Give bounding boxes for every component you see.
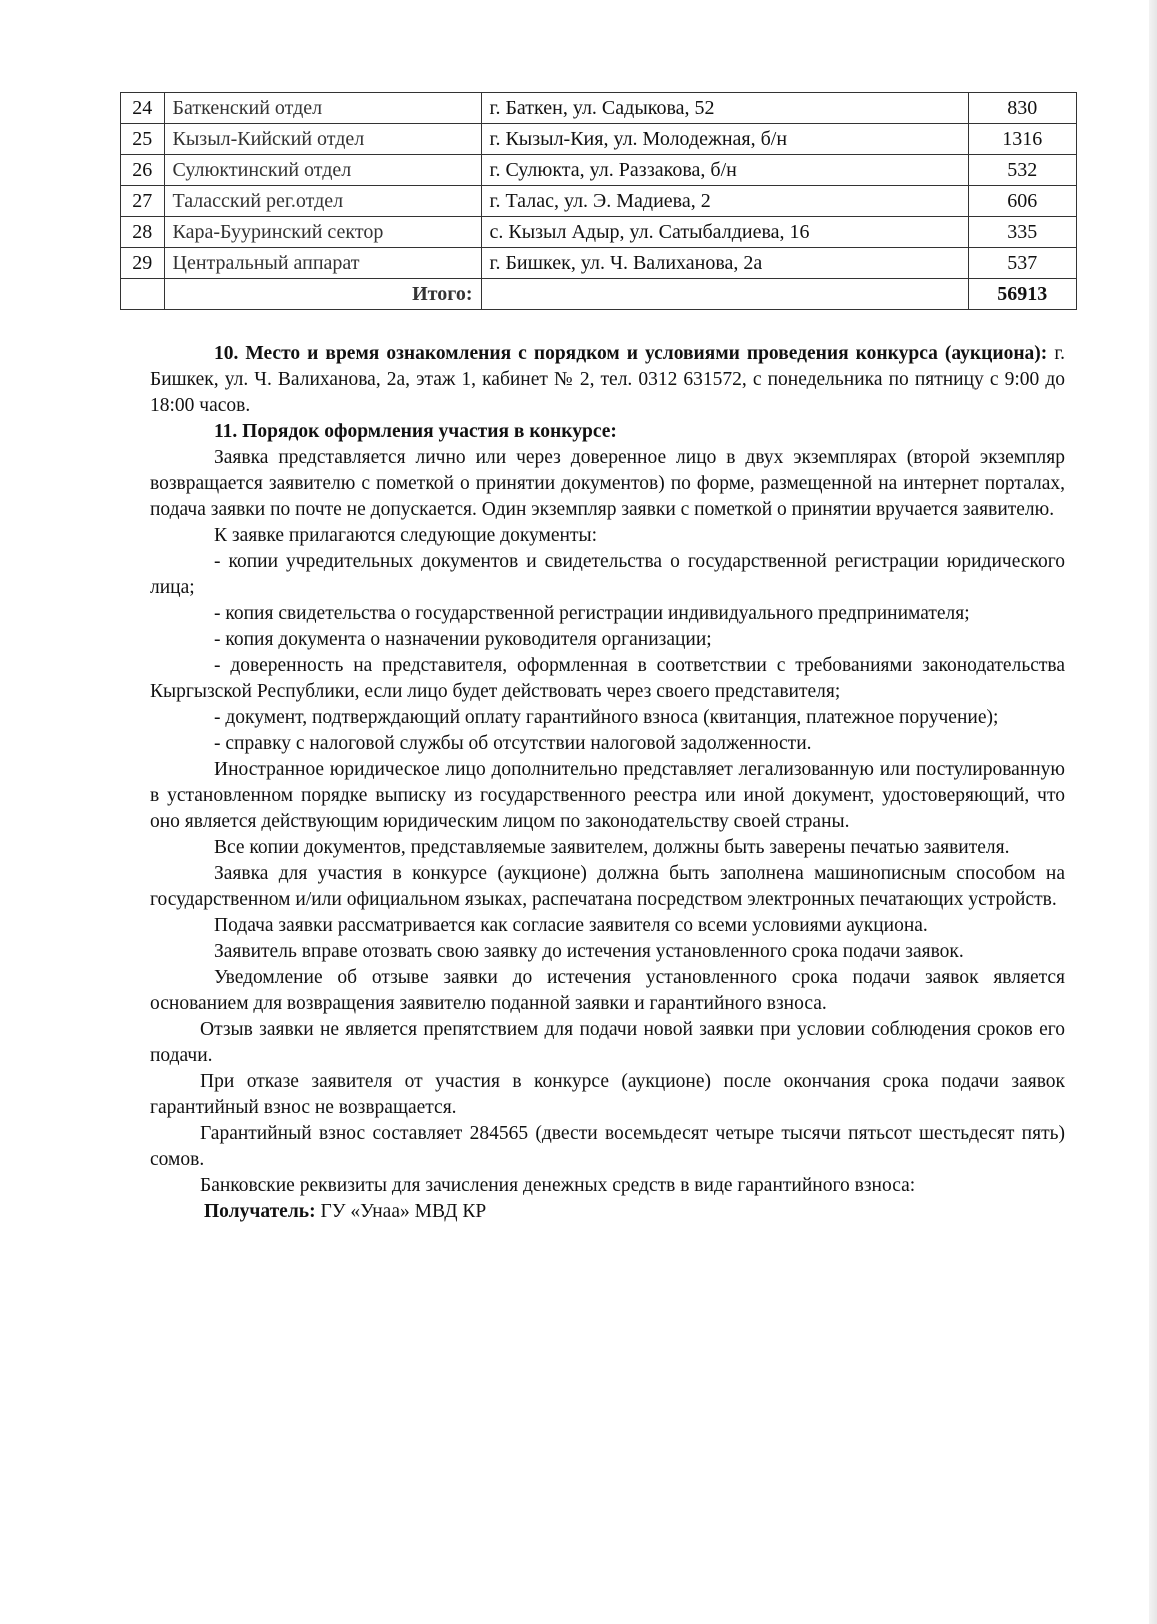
list-item: - документ, подтверждающий оплату гарантийного взноса (квитанция, платежное поручение); <box>214 707 999 728</box>
table-total-row <box>121 279 1077 310</box>
section-11-heading-paragraph <box>150 419 1065 445</box>
total-label: Итого: <box>164 279 481 310</box>
recipient-label: Получатель: <box>204 1201 316 1222</box>
unit-name: Кара-Бууринский сектор <box>164 217 481 248</box>
unit-name: Центральный аппарат <box>164 248 481 279</box>
row-number: 25 <box>121 124 165 155</box>
paragraph: К заявке прилагаются следующие документы: <box>214 525 598 546</box>
empty-cell <box>481 279 968 310</box>
list-item: - копия свидетельства о государственной регистрации индивидуального предпринимателя; <box>214 603 970 624</box>
list-item: - копии учредительных документов и свидетельства о государственной регистрации юридического лица; <box>150 551 1065 598</box>
unit-quantity: 1316 <box>968 124 1076 155</box>
unit-quantity: 830 <box>968 93 1076 124</box>
units-table <box>120 92 1077 310</box>
unit-name: Кызыл-Кийский отдел <box>164 124 481 155</box>
row-number: 26 <box>121 155 165 186</box>
row-number: 24 <box>121 93 165 124</box>
unit-address: г. Бишкек, ул. Ч. Валиханова, 2а <box>481 248 968 279</box>
paragraph: Подача заявки рассматривается как согласие заявителя со всеми условиями аукциона. <box>214 915 928 936</box>
section-11-heading: 11. Порядок оформления участия в конкурсе: <box>214 421 617 442</box>
recipient-line <box>150 1199 1065 1225</box>
list-item: - доверенность на представителя, оформленная в соответствии с требованиями законодательства Кыргызской Республики, если лицо будет действовать через своего представителя; <box>150 655 1065 702</box>
unit-name: Баткенский отдел <box>164 93 481 124</box>
table-row <box>121 248 1077 279</box>
unit-name: Сулюктинский отдел <box>164 155 481 186</box>
row-number: 29 <box>121 248 165 279</box>
empty-cell <box>121 279 165 310</box>
table-row <box>121 155 1077 186</box>
unit-quantity: 335 <box>968 217 1076 248</box>
paragraph: Заявка для участия в конкурсе (аукционе) должна быть заполнена машинописным способом на государственном и/или официальном языках, распечатана посредством электронных печатающих устройств. <box>150 863 1065 910</box>
unit-address: г. Талас, ул. Э. Мадиева, 2 <box>481 186 968 217</box>
table-row <box>121 217 1077 248</box>
page-edge <box>1149 0 1157 1624</box>
unit-quantity: 537 <box>968 248 1076 279</box>
unit-name: Таласский рег.отдел <box>164 186 481 217</box>
paragraph: Отзыв заявки не является препятствием для подачи новой заявки при условии соблюдения сроков его подачи. <box>150 1019 1065 1066</box>
section-10 <box>150 341 1065 419</box>
list-item: - копия документа о назначении руководителя организации; <box>214 629 712 650</box>
section-10-body: г. Бишкек, ул. Ч. Валиханова, 2а, этаж 1, кабинет № 2, тел. 0312 631572, с понедельника по пятницу с 9:00 до 18:00 часов. <box>150 343 1065 416</box>
table-row <box>121 186 1077 217</box>
unit-quantity: 606 <box>968 186 1076 217</box>
table-row <box>121 124 1077 155</box>
unit-address: с. Кызыл Адыр, ул. Сатыбалдиева, 16 <box>481 217 968 248</box>
paragraph: Иностранное юридическое лицо дополнительно представляет легализованную или постулированную в установленном порядке выписку из государственного реестра или иной документ, удостоверяющий, что оно является действующим юридическим лицом по законодательству своей страны. <box>150 759 1065 832</box>
paragraph: Гарантийный взнос составляет 284565 (двести восемьдесят четыре тысячи пятьсот шестьдесят пять) сомов. <box>150 1123 1065 1170</box>
paragraph: Заявитель вправе отозвать свою заявку до истечения установленного срока подачи заявок. <box>214 941 964 962</box>
table-row <box>121 93 1077 124</box>
row-number: 27 <box>121 186 165 217</box>
paragraph: Заявка представляется лично или через доверенное лицо в двух экземплярах (второй экземпляр возвращается заявителю с пометкой о принятии документов) по форме, размещенной на интернет порталах, подача заявки по почте не допускается. Один экземпляр заявки с пометкой о принятии вручается заявителю. <box>150 447 1065 520</box>
row-number: 28 <box>121 217 165 248</box>
recipient-value: ГУ «Унаа» МВД КР <box>315 1201 487 1222</box>
list-item: - справку с налоговой службы об отсутствии налоговой задолженности. <box>214 733 812 754</box>
section-10-heading: 10. Место и время ознакомления с порядком и условиями проведения конкурса (аукциона): <box>214 343 1048 364</box>
unit-quantity: 532 <box>968 155 1076 186</box>
paragraph: Банковские реквизиты для зачисления денежных средств в виде гарантийного взноса: <box>200 1175 916 1196</box>
unit-address: г. Сулюкта, ул. Раззакова, б/н <box>481 155 968 186</box>
total-value: 56913 <box>968 279 1076 310</box>
paragraph: При отказе заявителя от участия в конкурсе (аукционе) после окончания срока подачи заявок гарантийный взнос не возвращается. <box>150 1071 1065 1118</box>
paragraph: Все копии документов, представляемые заявителем, должны быть заверены печатью заявителя. <box>214 837 1010 858</box>
unit-address: г. Баткен, ул. Садыкова, 52 <box>481 93 968 124</box>
unit-address: г. Кызыл-Кия, ул. Молодежная, б/н <box>481 124 968 155</box>
document-body <box>150 341 1065 1225</box>
paragraph: Уведомление об отзыве заявки до истечения установленного срока подачи заявок является основанием для возвращения заявителю поданной заявки и гарантийного взноса. <box>150 967 1065 1014</box>
